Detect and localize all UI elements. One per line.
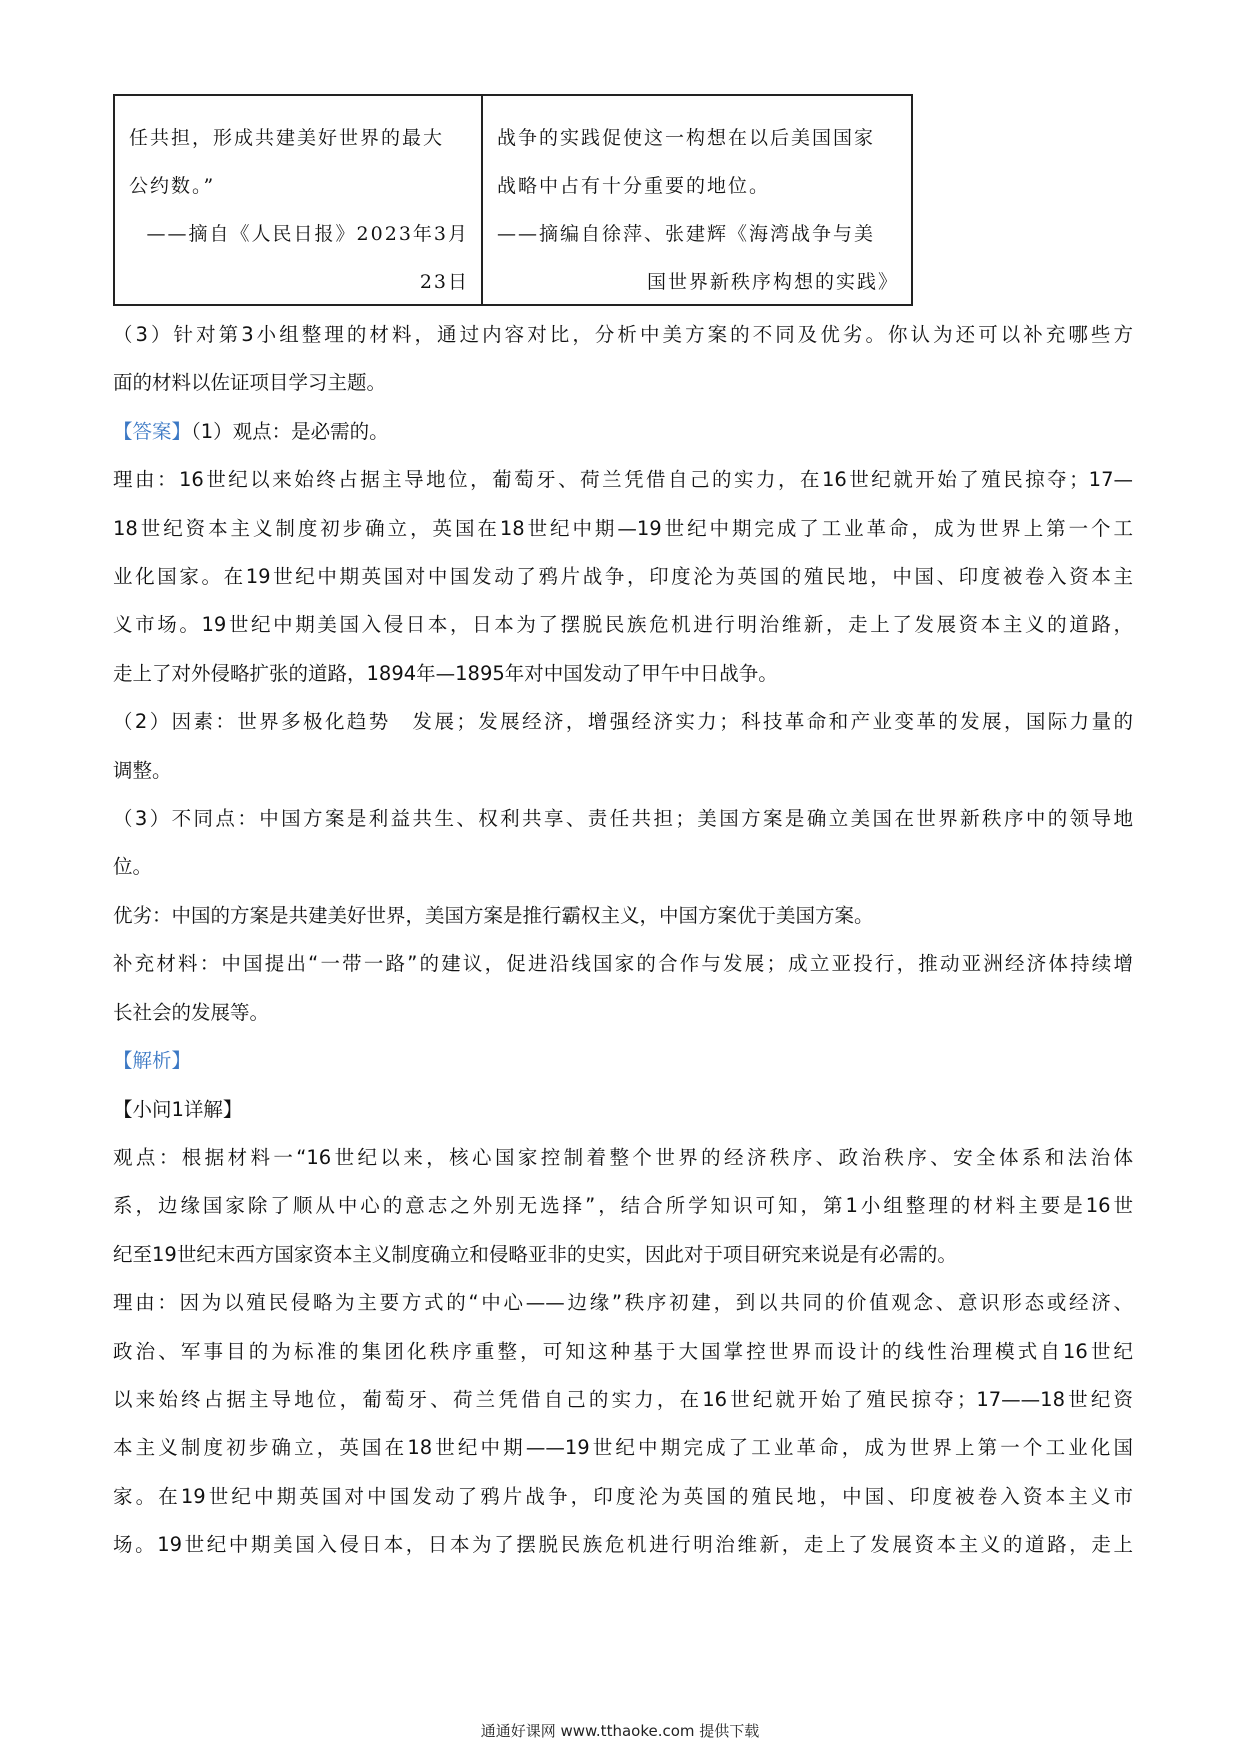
material-line: 任共担，形成共建美好世界的最大 [129,127,445,149]
answer-line: 调整。 [113,758,172,782]
detail-line: 理由：因为以殖民侵略为主要方式的“中心——边缘”秩序初建，到以共同的价值观念、意识形态或经济、 [113,1291,1133,1315]
question-text: 面的材料以佐证项目学习主题。 [113,371,387,395]
detail-line: 观点：根据材料一“16世纪以来，核心国家控制着整个世界的经济秩序、政治秩序、安全体系和法治体 [113,1145,1133,1169]
answer-line: 业化国家。在19世纪中期英国对中国发动了鸦片战争，印度沦为英国的殖民地，中国、印度被卷入资本主 [113,565,1133,589]
analysis-tag: 【解析】 [113,1049,192,1073]
answer-line: 补充材料：中国提出“一带一路”的建议，促进沿线国家的合作与发展；成立亚投行，推动亚洲经济体持续增 [113,952,1133,976]
answer-line: 理由：16世纪以来始终占据主导地位，葡萄牙、荷兰凭借自己的实力，在16世纪就开始了殖民掠夺；17— [113,468,1133,492]
detail-line: 系，边缘国家除了顺从中心的意志之外别无选择”，结合所学知识可知，第1小组整理的材料主要是16世 [113,1194,1133,1218]
detail-line: 场。19世纪中期美国入侵日本，日本为了摆脱民族危机进行明治维新，走上了发展资本主义的道路，走上 [113,1533,1133,1557]
answer-line: 义市场。19世纪中期美国入侵日本，日本为了摆脱民族危机进行明治维新，走上了发展资本主义的道路， [113,613,1133,637]
material-line: 公约数。” [129,175,216,197]
answer-tag: 【答案】 [113,419,192,443]
detail-line: 纪至19世纪末西方国家资本主义制度确立和侵略亚非的史实，因此对于项目研究来说是有必需的。 [113,1242,957,1266]
answer-text: （1）观点：是必需的。 [191,419,389,443]
material-cell-usa [483,96,911,304]
material-source: 23日 [419,271,469,293]
material-table [113,94,913,306]
document-body [113,311,1133,1570]
material-source: ——摘编自徐萍、张建辉《海湾战争与美 [497,223,876,245]
material-cell-china [115,96,483,304]
material-source: ——摘自《人民日报》2023年3月 [146,223,469,245]
material-line: 战略中占有十分重要的地位。 [497,175,771,197]
answer-line: （3）不同点：中国方案是利益共生、权利共享、责任共担；美国方案是确立美国在世界新秩序中的领导地 [113,807,1133,831]
material-line: 战争的实践促使这一构想在以后美国国家 [497,127,876,149]
answer-line: 18世纪资本主义制度初步确立，英国在18世纪中期—19世纪中期完成了工业革命，成为世界上第一个工 [113,516,1133,540]
sub-question-heading: 【小问1详解】 [113,1097,243,1121]
answer-line: 长社会的发展等。 [113,1000,270,1024]
detail-line: 本主义制度初步确立，英国在18世纪中期——19世纪中期完成了工业革命，成为世界上第一个工业化国 [113,1436,1133,1460]
page-footer: 通通好课网 www.tthaoke.com 提供下载 [480,1722,760,1740]
answer-line: （2）因素：世界多极化趋势 发展；发展经济，增强经济实力；科技革命和产业变革的发展，国际力量的 [113,710,1133,734]
material-source: 国世界新秩序构想的实践》 [646,271,899,293]
answer-line: 位。 [113,855,153,879]
detail-line: 家。在19世纪中期英国对中国发动了鸦片战争，印度沦为英国的殖民地，中国、印度被卷入资本主义市 [113,1484,1133,1508]
detail-line: 政治、军事目的为标准的集团化秩序重整，可知这种基于大国掌控世界而设计的线性治理模式自16世纪 [113,1339,1133,1363]
detail-line: 以来始终占据主导地位，葡萄牙、荷兰凭借自己的实力，在16世纪就开始了殖民掠夺；17——18世纪资 [113,1387,1133,1411]
answer-heading [113,408,1133,456]
answer-line: 走上了对外侵略扩张的道路，1894年—1895年对中国发动了甲午中日战争。 [113,661,778,685]
answer-line: 优劣：中国的方案是共建美好世界，美国方案是推行霸权主义，中国方案优于美国方案。 [113,903,874,927]
question-text: （3）针对第3小组整理的材料，通过内容对比，分析中美方案的不同及优劣。你认为还可以补充哪些方 [113,323,1133,346]
